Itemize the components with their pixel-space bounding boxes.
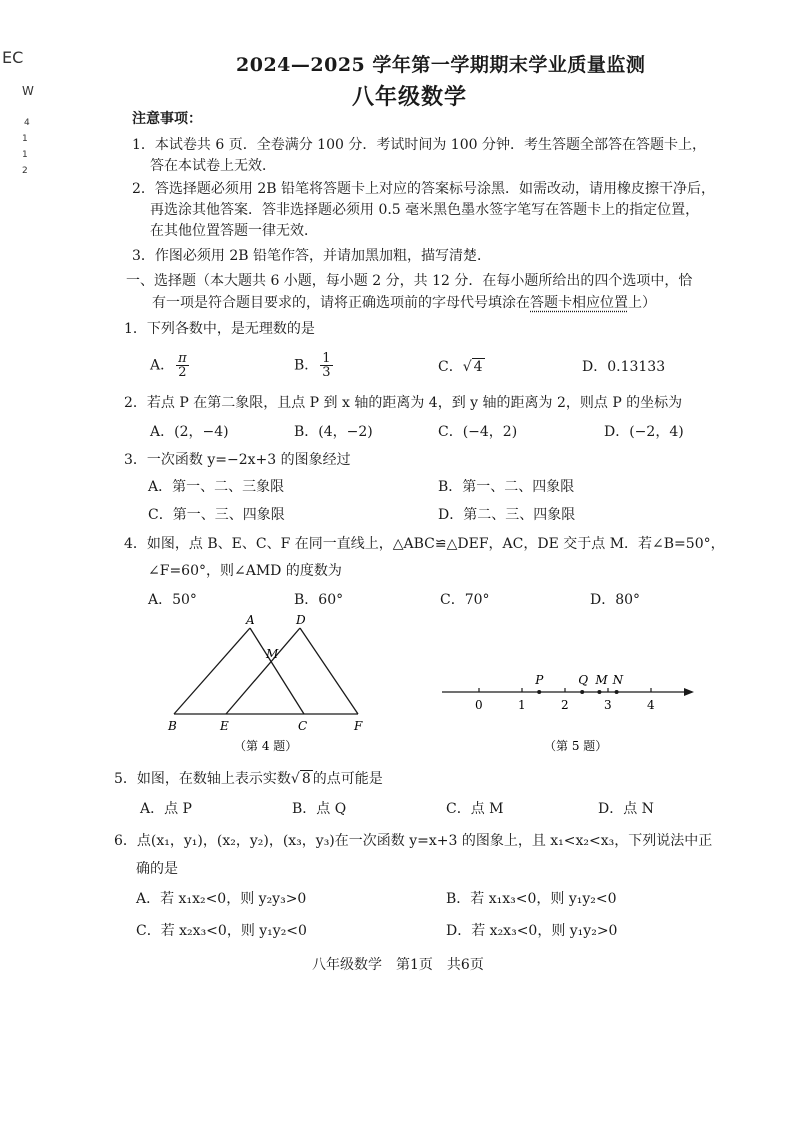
edge-mark: EC [2,48,24,67]
number-line-tick-label: 1 [518,698,526,712]
page-footer: 八年级数学 第1页 共6页 [312,957,484,973]
q1-option-d: D．0.13133 [582,359,666,375]
label-m: M [266,647,279,661]
note-line: 1．本试卷共 6 页．全卷满分 100 分．考试时间为 100 分钟．考生答题全部答在答题卡上， [132,137,706,153]
note-line: 3．作图必须用 2B 铅笔作答，并请加黑加粗，描写清楚． [132,248,492,264]
label-f: F [354,719,363,733]
figure-5-caption: （第 5 题） [544,739,608,753]
q5-option-a: A．点 P [140,801,192,817]
note-line: 答在本试卷上无效． [150,158,276,174]
number-line-tick-label: 2 [561,698,569,712]
page-subtitle: 八年级数学 [352,84,468,110]
figure-4-caption: （第 4 题） [234,739,298,753]
question-6-stem-cont: 确的是 [136,861,178,877]
q4-option-c: C．70° [440,592,490,608]
q4-option-d: D．80° [590,592,641,608]
label-e: E [220,719,229,733]
label-a: A [246,613,255,627]
q5-option-d: D．点 N [598,801,654,817]
q2-option-d: D．(−2，4) [604,424,684,440]
number-line-point-label: N [612,673,624,687]
question-1-stem: 1．下列各数中，是无理数的是 [124,321,315,337]
edge-mark: 4 [24,118,30,128]
section-heading: 一、选择题（本大题共 6 小题，每小题 2 分，共 12 分．在每小题所给出的四个选项中，恰 [126,273,693,289]
q4-option-a: A．50° [148,592,197,608]
note-line: 2．答选择题必须用 2B 铅笔将答题卡上对应的答案标号涂黑．如需改动，请用橡皮擦干净后， [132,181,716,197]
question-6-stem: 6．点(x₁，y₁)，(x₂，y₂)，(x₃，y₃)在一次函数 y=x+3 的图象上，且 x₁<x₂<x₃，下列说法中正 [114,833,713,849]
question-5-stem: 5．如图，在数轴上表示实数√ 8 的点可能是 [114,771,383,787]
q6-option-b: B．若 x₁x₃<0，则 y₁y₂<0 [446,891,617,907]
question-3-stem: 3．一次函数 y=−2x+3 的图象经过 [124,452,351,468]
edge-mark: 1 [22,134,28,144]
q3-option-c: C．第一、三、四象限 [148,507,285,523]
number-line-point [580,690,584,694]
number-line-tick-label: 3 [604,698,612,712]
q4-option-b: B．60° [294,592,344,608]
question-2-stem: 2．若点 P 在第二象限，且点 P 到 x 轴的距离为 4，到 y 轴的距离为 2，则点 P 的坐标为 [124,395,683,411]
q5-option-b: B．点 Q [292,801,347,817]
q2-option-c: C．(−4，2) [438,424,518,440]
q1-option-b: B． $\frac{1}{3}$ [294,351,331,380]
q1-option-a: A． $\frac{\pi}{2}$ [150,351,187,380]
q1-option-c: C．√ 4 [438,359,483,375]
number-line-point [597,690,601,694]
number-line-tick-label: 4 [647,698,655,712]
q6-option-a: A．若 x₁x₂<0，则 y₂y₃>0 [136,891,307,907]
q3-option-b: B．第一、二、四象限 [438,479,575,495]
edge-mark: 2 [22,166,28,176]
label-d: D [296,613,306,627]
number-line-point-label: P [535,673,544,687]
section-heading-cont: 有一项是符合题目要求的，请将正确选项前的字母代号填涂在答题卡相应位置上） [152,295,656,311]
q6-option-d: D．若 x₂x₃<0，则 y₁y₂>0 [446,923,618,939]
number-line-tick-label: 0 [475,698,483,712]
q3-option-d: D．第二、三、四象限 [438,507,576,523]
emphasis-text: 答题卡相应位置 [530,295,628,311]
number-line-point-label: Q [578,673,589,687]
number-line-point-label: M [595,673,608,687]
number-line-point [615,690,619,694]
q6-option-c: C．若 x₂x₃<0，则 y₁y₂<0 [136,923,307,939]
page-title: 2024—2025 学年第一学期期末学业质量监测 [236,54,646,76]
q3-option-a: A．第一、二、三象限 [148,479,285,495]
question-4-stem-cont: ∠F=60°，则∠AMD 的度数为 [148,563,342,579]
question-4-stem: 4．如图，点 B、E、C、F 在同一直线上，△ABC≌△DEF，AC，DE 交于点 M．若∠B=50°， [124,536,725,552]
note-line: 再选涂其他答案．答非选择题必须用 0.5 毫米黑色墨水签字笔写在答题卡上的指定位置， [150,202,700,218]
number-line-point [537,690,541,694]
q5-option-c: C．点 M [446,801,504,817]
label-c: C [298,719,308,733]
triangle-figure [160,608,380,758]
q2-option-b: B．(4，−2) [294,424,373,440]
note-line: 在其他位置答题一律无效． [150,223,318,239]
q2-option-a: A．(2，−4) [150,424,229,440]
number-line-figure [430,666,710,758]
notes-heading: 注意事项： [132,111,202,127]
label-b: B [168,719,177,733]
edge-mark: 1 [22,150,28,160]
edge-mark: W [22,84,34,98]
